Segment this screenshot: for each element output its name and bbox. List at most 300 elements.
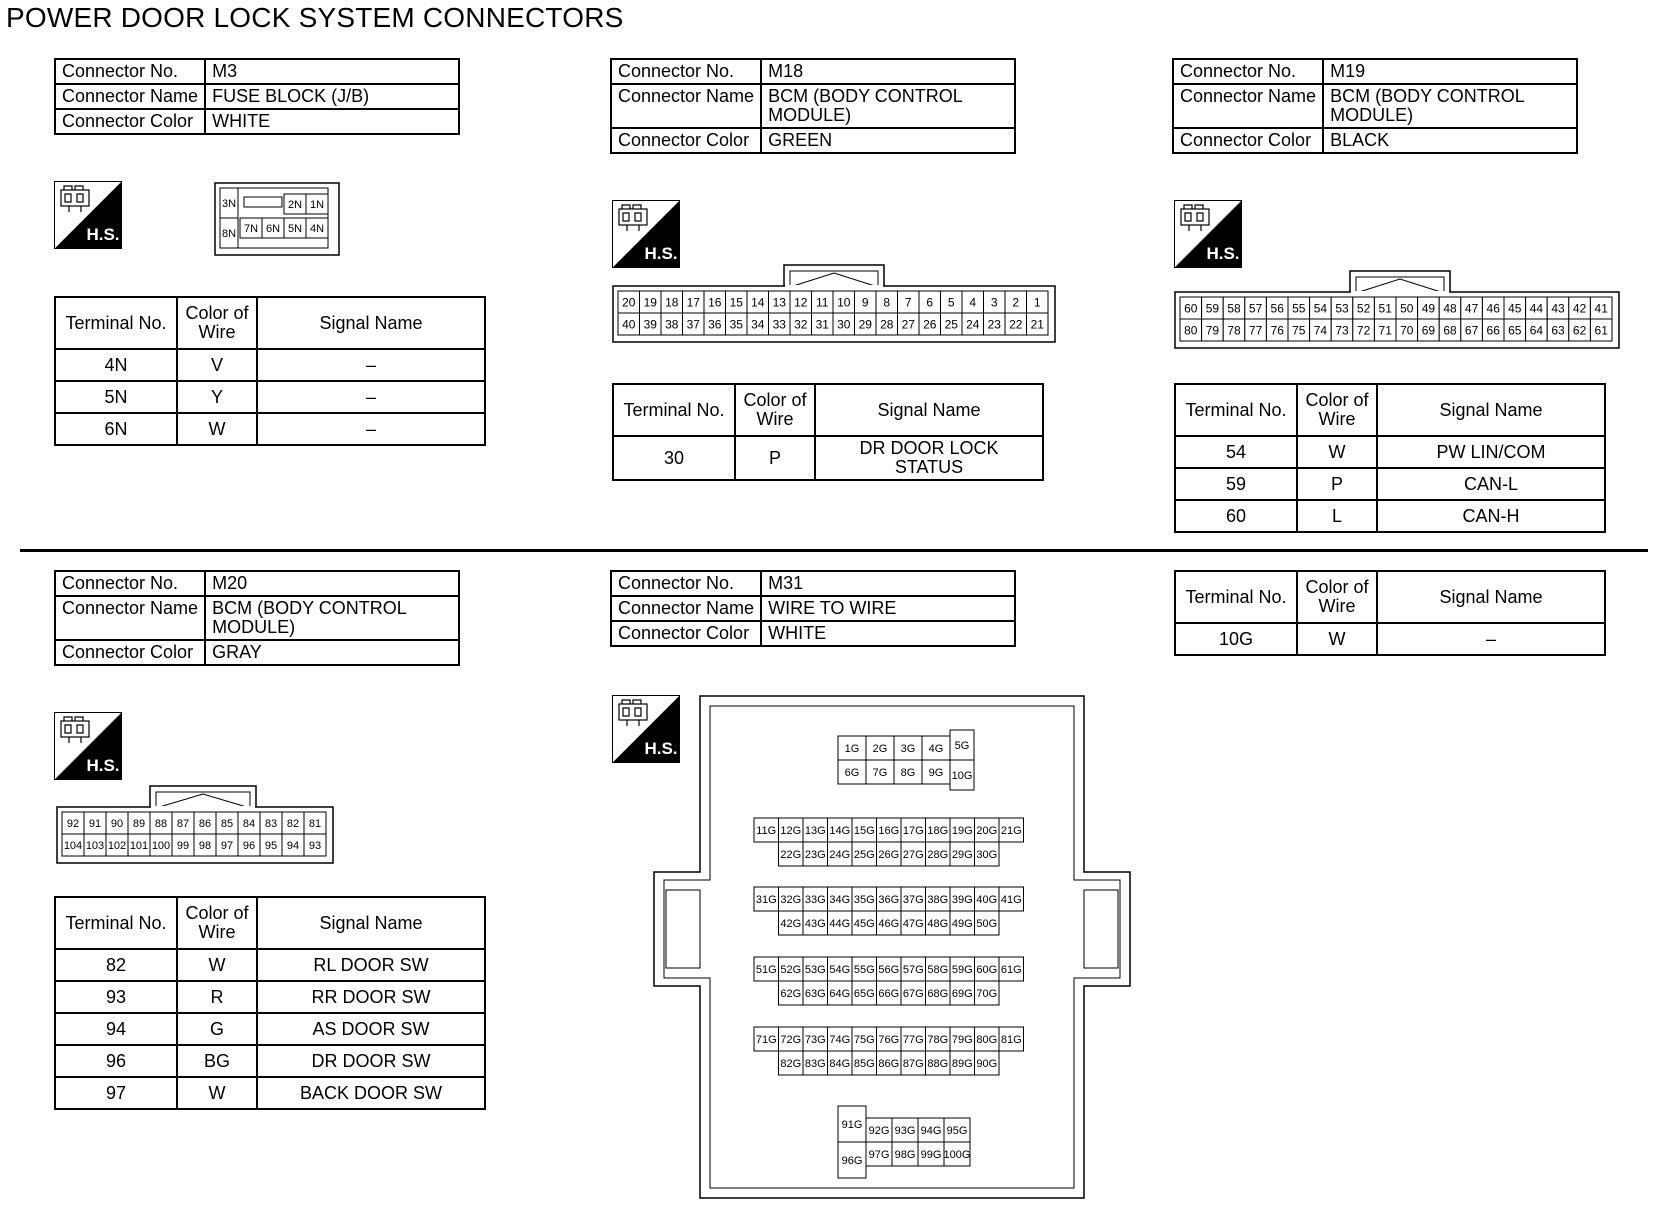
terminal-pin [1374,297,1396,319]
terminal-pin [901,1051,926,1075]
terminal-pin-label: 34 [751,317,765,332]
terminal-pin-label: 78 [1227,323,1241,338]
terminal-table-header [1175,384,1605,436]
terminal-no-cell: 5N [55,381,177,413]
terminal-pin [803,981,828,1005]
terminal-pin-label: 89G [951,1057,973,1070]
terminal-no-header: Terminal No. [55,897,177,949]
terminal-no-cell: 30 [613,436,735,480]
terminal-pin [838,760,866,784]
terminal-pin [926,842,951,866]
terminal-pin-label: 31 [815,317,829,332]
terminal-pin [812,291,834,313]
terminal-pin [922,736,950,760]
connector-color-label: Connector Color [55,640,205,665]
terminal-pin-label: 93 [308,839,322,852]
terminal-pin [1266,319,1288,341]
terminal-pin [1482,297,1504,319]
terminal-pin [828,842,853,866]
terminal-pin-label: 11 [816,295,829,310]
terminal-no-cell: 82 [55,949,177,981]
terminal-pin [950,887,975,911]
terminal-pin-label: 68G [927,987,949,1000]
connector-color-label: Connector Color [1173,128,1323,153]
terminal-table-header [1175,571,1605,623]
terminal-pin [999,887,1024,911]
color-of-wire-header: Color of Wire [177,897,257,949]
terminal-pin [950,1051,975,1075]
terminal-pin [754,818,779,842]
terminal-pin [304,812,326,834]
terminal-pin-label: 60G [976,963,998,976]
terminal-pin-label: 5N [287,222,303,235]
terminal-pin [747,313,769,335]
terminal-pin [1310,319,1332,341]
terminal-pin [892,1118,918,1142]
terminal-pin [950,981,975,1005]
connector-color-value: WHITE [205,109,459,134]
terminal-pin [975,1027,1000,1051]
terminal-pin-label: 77G [902,1033,924,1046]
terminal-pin [779,957,804,981]
wire-color-cell: W [1297,623,1377,655]
terminal-pin [838,1142,866,1178]
terminal-pin-label: 27 [901,317,915,332]
terminal-pin-label: 86 [198,817,212,830]
connector-name-label: Connector Name [611,596,761,621]
table-row [55,981,485,1013]
terminal-pin-label: 59G [951,963,973,976]
terminal-pin-label: 29G [951,848,973,861]
terminal-pin [894,736,922,760]
terminal-pin-label: 97G [868,1148,890,1161]
terminal-pin-label: 58 [1227,301,1241,316]
terminal-pin-label: 42 [1572,301,1587,316]
terminal-pin-label: 72 [1356,323,1371,338]
terminal-pin [1461,319,1483,341]
terminal-pin [828,1027,853,1051]
terminal-pin [790,291,812,313]
terminal-pin [1461,297,1483,319]
terminal-pin [1027,313,1049,335]
terminal-pin-label: 83G [804,1057,826,1070]
terminal-pin-label: 92G [868,1124,890,1137]
table-row [55,349,485,381]
terminal-pin-label: 75 [1292,323,1306,338]
terminal-pin [769,291,791,313]
terminal-pin [216,812,238,834]
terminal-pin [877,981,902,1005]
connector-name-value: BCM (BODY CONTROL MODULE) [761,84,1015,128]
terminal-pin [852,842,877,866]
terminal-pin [1202,319,1224,341]
connector-m19-diagram [1174,270,1620,352]
terminal-pin [62,834,84,856]
terminal-pin-label: 85 [220,817,234,830]
terminal-pin [306,194,328,214]
terminal-pin-label: 6 [926,295,934,310]
terminal-pin-label: 43 [1551,301,1565,316]
harness-side-icon [54,181,122,249]
table-row [55,949,485,981]
wire-color-cell: P [1297,468,1377,500]
terminal-pin-label: 63 [1551,323,1565,338]
terminal-pin [779,842,804,866]
terminal-pin [1504,297,1526,319]
wire-color-cell: Y [177,381,257,413]
connector-no-value: M31 [761,571,1015,596]
connector-m31-info [610,570,1016,647]
terminal-pin-label: 64G [829,987,851,1000]
terminal-pin [999,1027,1024,1051]
wire-color-cell: W [177,1077,257,1109]
terminal-no-header: Terminal No. [55,297,177,349]
terminal-pin [220,218,238,248]
terminal-pin [838,736,866,760]
page-title: POWER DOOR LOCK SYSTEM CONNECTORS [6,2,624,33]
terminal-pin [926,818,951,842]
terminal-pin [901,911,926,935]
connector-m20-terminals [54,896,486,1110]
terminal-pin-label: 4G [928,742,944,755]
terminal-pin [962,291,984,313]
terminal-pin [282,812,304,834]
terminal-pin [876,313,898,335]
signal-name-header: Signal Name [815,384,1043,436]
terminal-pin-label: 55G [853,963,875,976]
terminal-pin [1266,297,1288,319]
terminal-pin [1396,297,1418,319]
terminal-pin-label: 66G [878,987,900,1000]
terminal-pin-label: 67G [902,987,924,1000]
terminal-pin [790,313,812,335]
wire-color-cell: G [177,1013,257,1045]
terminal-pin-label: 61 [1594,323,1608,338]
terminal-pin-label: 18G [927,824,949,837]
connector-m3-info [54,58,460,135]
terminal-pin-label: 52 [1356,301,1371,316]
table-row [1175,623,1605,655]
terminal-pin [128,812,150,834]
terminal-pin-label: 65G [853,987,875,1000]
terminal-pin [975,887,1000,911]
terminal-pin-label: 3G [900,742,916,755]
terminal-pin-label: 80G [976,1033,998,1046]
terminal-pin [901,957,926,981]
table-row [55,381,485,413]
terminal-pin-label: 14 [751,295,765,310]
connector-no-label: Connector No. [55,571,205,596]
terminal-pin-label: 15 [729,295,743,310]
terminal-pin-label: 53G [804,963,826,976]
terminal-pin [803,1051,828,1075]
terminal-pin [1569,297,1591,319]
table-row [55,1077,485,1109]
terminal-pin [975,981,1000,1005]
terminal-pin [833,291,855,313]
wire-color-cell: BG [177,1045,257,1077]
signal-name-header: Signal Name [1377,571,1605,623]
connector-no-value: M20 [205,571,459,596]
terminal-pin-label: 12 [794,295,808,310]
terminal-pin [877,957,902,981]
terminal-pin-label: 57G [902,963,924,976]
terminal-pin [877,1027,902,1051]
terminal-pin [1245,319,1267,341]
terminal-pin [852,818,877,842]
terminal-pin [1005,291,1027,313]
terminal-pin [901,842,926,866]
terminal-no-cell: 97 [55,1077,177,1109]
terminal-pin-label: 68 [1443,323,1457,338]
signal-name-cell: – [257,349,485,381]
terminal-pin-label: 18 [665,295,679,310]
terminal-pin [1353,297,1375,319]
terminal-pin-label: 5 [947,295,955,310]
table-row [1175,468,1605,500]
connector-m31-terminals [1174,570,1606,656]
connector-name-label: Connector Name [611,84,761,128]
terminal-pin [754,1027,779,1051]
terminal-no-cell: 4N [55,349,177,381]
terminal-pin [852,981,877,1005]
terminal-pin-label: 23G [804,848,826,861]
terminal-pin [1180,297,1202,319]
terminal-pin [866,736,894,760]
terminal-pin [866,760,894,784]
terminal-pin [769,313,791,335]
terminal-pin-label: 21G [1000,824,1022,837]
terminal-pin-label: 49G [951,917,973,930]
terminal-pin-label: 81G [1000,1033,1022,1046]
terminal-pin [661,291,683,313]
terminal-pin [1439,319,1461,341]
terminal-pin-label: 91 [88,817,102,830]
terminal-pin [1396,319,1418,341]
harness-side-icon [612,200,680,268]
terminal-pin-label: 11G [756,824,777,837]
terminal-pin-label: 82 [286,817,300,830]
terminal-pin-label: 85G [853,1057,875,1070]
terminal-pin [747,291,769,313]
terminal-pin-label: 40 [622,317,636,332]
terminal-pin [833,313,855,335]
terminal-pin-label: 81 [308,817,322,830]
terminal-pin-label: 4 [969,295,977,310]
terminal-pin [779,1051,804,1075]
terminal-pin-label: 92 [66,817,80,830]
wire-color-cell: W [177,413,257,445]
terminal-pin [1288,297,1310,319]
wire-color-cell: L [1297,500,1377,532]
terminal-pin [194,812,216,834]
terminal-pin [950,842,975,866]
connector-color-label: Connector Color [55,109,205,134]
terminal-pin-label: 6N [265,222,281,235]
terminal-pin [852,887,877,911]
terminal-pin [877,911,902,935]
terminal-no-cell: 93 [55,981,177,1013]
terminal-pin [661,313,683,335]
terminal-pin [877,818,902,842]
terminal-pin-label: 26 [923,317,937,332]
terminal-pin-label: 7 [904,295,912,310]
terminal-pin [828,911,853,935]
terminal-pin-label: 48G [927,917,949,930]
connector-no-value: M19 [1323,59,1577,84]
terminal-pin-label: 16 [708,295,722,310]
terminal-pin [876,291,898,313]
terminal-pin-label: 33 [772,317,786,332]
terminal-pin-label: 74 [1313,323,1328,338]
terminal-pin-label: 14G [829,824,851,837]
terminal-pin-label: 84 [242,817,256,830]
terminal-pin [1331,319,1353,341]
terminal-pin-label: 20G [976,824,998,837]
terminal-pin-label: 72G [780,1033,802,1046]
terminal-pin-label: 1N [309,198,325,211]
terminal-pin-label: 43G [804,917,826,930]
terminal-pin-label: 9G [928,766,944,779]
terminal-pin-label: 78G [927,1033,949,1046]
terminal-pin [779,1027,804,1051]
terminal-pin [926,911,951,935]
terminal-pin-label: 16G [878,824,900,837]
terminal-pin [950,760,974,790]
terminal-pin [128,834,150,856]
terminal-pin [618,291,640,313]
terminal-pin-label: 44 [1529,301,1544,316]
terminal-pin-label: 87 [176,817,190,830]
terminal-pin [855,313,877,335]
terminal-pin [1590,319,1612,341]
terminal-pin-label: 75G [853,1033,875,1046]
hs-label: H.S. [86,225,120,244]
terminal-pin-label: 26G [878,848,900,861]
terminal-pin-label: 104 [63,839,83,852]
connector-color-label: Connector Color [611,128,761,153]
terminal-pin-label: 2 [1012,295,1020,310]
terminal-pin-label: 40G [976,893,998,906]
terminal-pin-label: 47G [902,917,924,930]
terminal-no-header: Terminal No. [613,384,735,436]
terminal-pin [1288,319,1310,341]
signal-name-cell: RR DOOR SW [257,981,485,1013]
table-row [55,1045,485,1077]
terminal-pin-label: 51G [755,963,777,976]
terminal-pin [852,957,877,981]
terminal-pin-label: 1G [844,742,860,755]
connector-m3-diagram [214,182,342,258]
terminal-pin [901,981,926,1005]
connector-m18-info [610,58,1016,154]
terminal-pin-label: 67 [1464,323,1479,338]
connector-m3-terminals [54,296,486,446]
table-row [55,1013,485,1045]
terminal-pin [726,291,748,313]
connector-name-value: WIRE TO WIRE [761,596,1015,621]
terminal-pin-label: 36G [878,893,900,906]
terminal-pin-label: 73 [1335,323,1349,338]
terminal-pin [803,842,828,866]
terminal-pin-label: 101 [129,839,149,852]
terminal-pin [926,887,951,911]
signal-name-cell: PW LIN/COM [1377,436,1605,468]
terminal-pin [812,313,834,335]
terminal-pin-label: 6G [844,766,860,779]
terminal-pin-label: 37G [902,893,924,906]
table-row [1175,500,1605,532]
terminal-pin-label: 5G [954,739,970,752]
terminal-pin-label: 87G [902,1057,924,1070]
harness-side-icon [1174,200,1242,268]
terminal-pin-label: 8N [221,227,237,240]
terminal-pin [855,291,877,313]
terminal-pin [944,1118,970,1142]
terminal-pin [220,188,238,218]
terminal-pin-label: 38 [665,317,679,332]
section-divider [20,549,1648,552]
terminal-pin-label: 19 [643,295,657,310]
terminal-pin [1418,319,1440,341]
terminal-pin-label: 58G [927,963,949,976]
connector-no-label: Connector No. [1173,59,1323,84]
connector-m18-terminals [612,383,1044,481]
terminal-pin [84,812,106,834]
table-row [1175,436,1605,468]
wire-color-cell: P [735,436,815,480]
terminal-pin-label: 29 [858,317,872,332]
terminal-pin [999,957,1024,981]
terminal-pin [1590,297,1612,319]
hs-label: H.S. [644,739,678,758]
terminal-pin-label: 60 [1184,301,1198,316]
terminal-pin-label: 23 [987,317,1001,332]
connector-m20-diagram [56,785,334,867]
terminal-no-cell: 59 [1175,468,1297,500]
connector-m19-terminals [1174,383,1606,533]
terminal-pin [640,313,662,335]
terminal-pin-label: 45G [853,917,875,930]
terminal-pin-label: 7N [243,222,259,235]
terminal-pin-label: 93G [894,1124,916,1137]
terminal-pin [944,1142,971,1166]
terminal-pin [894,760,922,784]
terminal-pin-label: 27G [902,848,924,861]
terminal-pin [84,834,106,856]
terminal-pin [918,1118,944,1142]
terminal-pin [803,887,828,911]
terminal-pin [238,834,260,856]
signal-name-cell: – [257,413,485,445]
terminal-pin [975,911,1000,935]
terminal-pin-label: 88 [154,817,168,830]
wire-color-cell: W [1297,436,1377,468]
terminal-pin-label: 54 [1313,301,1328,316]
terminal-pin-label: 38G [927,893,949,906]
terminal-pin [984,313,1006,335]
terminal-pin [852,1051,877,1075]
terminal-pin [779,818,804,842]
connector-no-value: M18 [761,59,1015,84]
terminal-pin-label: 17G [902,824,924,837]
terminal-pin [866,1118,892,1142]
terminal-pin-label: 66 [1486,323,1500,338]
terminal-pin-label: 46 [1486,301,1500,316]
terminal-pin-label: 31G [755,893,777,906]
terminal-pin [828,981,853,1005]
signal-name-cell: CAN-L [1377,468,1605,500]
